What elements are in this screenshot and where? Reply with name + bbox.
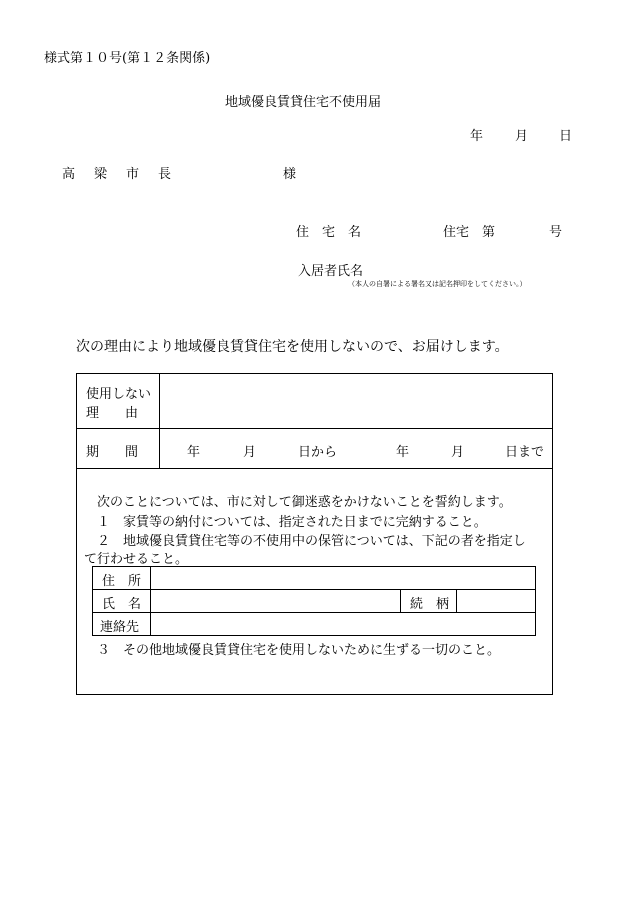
housing-name-label: 住 宅 名 [296,225,362,240]
table-divider [76,428,553,429]
keeper-address-field[interactable] [151,567,535,588]
date-month: 月 [515,129,529,144]
pledge-item-2-cont: て行わせること。 [84,552,189,567]
keeper-name-field[interactable] [151,590,399,611]
reason-label-line1: 使用しない [86,387,152,402]
keeper-column-divider [400,589,401,612]
resident-name-label: 入居者氏名 [298,264,364,279]
keeper-contact-label: 連絡先 [100,620,140,635]
pledge-item-2: ２ 地域優良賃貸住宅等の不使用中の保管については、下記の者を指定し [97,534,526,549]
keeper-name-label: 氏 名 [102,597,142,612]
pledge-item-3: ３ その他地域優良賃貸住宅を使用しないために生ずる一切のこと。 [97,643,501,658]
keeper-contact-field[interactable] [151,613,535,635]
period-from-day: 日から [298,445,338,460]
period-from-month: 月 [243,445,257,460]
reason-field[interactable] [160,374,552,427]
keeper-address-label: 住 所 [102,574,142,589]
reason-label-line2: 理 由 [86,406,139,421]
period-from-year: 年 [187,445,201,460]
period-to-year: 年 [396,445,410,460]
house-number-suffix: 号 [549,225,563,240]
form-number: 様式第１０号(第１２条関係) [44,51,211,66]
keeper-relation-field[interactable] [457,590,535,611]
period-to-day: 日まで [505,445,545,460]
date-day: 日 [559,129,573,144]
form-title: 地域優良賃貸住宅不使用届 [225,95,382,110]
addressee-name: 高 梁 市 長 [62,167,175,182]
house-number-label: 住宅 第 [443,225,496,240]
pledge-lead: 次のことについては、市に対して御迷惑をかけないことを誓約します。 [97,495,512,510]
signature-note: （本人の自署による署名又は記名押印をしてください。） [348,280,527,288]
period-to-month: 月 [451,445,465,460]
intro-text: 次の理由により地域優良賃貸住宅を使用しないので、お届けします。 [76,339,509,355]
addressee-suffix: 様 [283,167,297,182]
period-label: 期 間 [86,445,139,460]
keeper-relation-label: 続 柄 [410,597,450,612]
pledge-item-1: １ 家賃等の納付については、指定された日までに完納すること。 [97,515,487,530]
date-year: 年 [470,129,484,144]
